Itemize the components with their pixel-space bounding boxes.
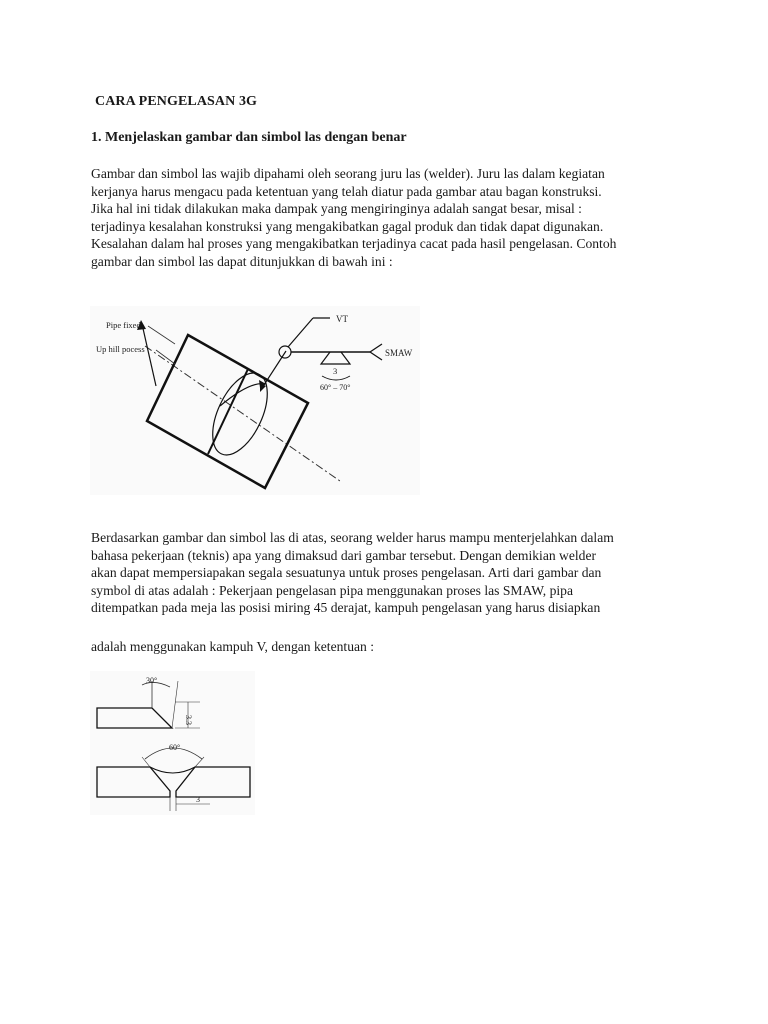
- paragraph-line: bahasa pekerjaan (teknis) apa yang dimaksud dari gambar tersebut. Dengan demikian welder: [91, 547, 597, 563]
- label-gap: 3: [196, 795, 200, 804]
- pipe-fixed-arrow: [142, 324, 156, 386]
- paragraph-line: adalah menggunakan kampuh V, dengan ketentuan :: [91, 639, 374, 654]
- paragraph-intro: [91, 165, 691, 270]
- pipe-weld-symbol-figure: [90, 306, 420, 495]
- paragraph-line: ditempatkan pada meja las posisi miring 45 derajat, kampuh pengelasan yang harus disiapkan: [91, 600, 601, 615]
- section-heading: 1. Menjelaskan gambar dan simbol las dengan benar: [91, 130, 407, 145]
- groove-profile: [150, 767, 195, 773]
- left-plate: [97, 767, 170, 797]
- paragraph-line: Berdasarkan gambar dan simbol las di atas, seorang welder harus mampu menterjelahkan dalam: [91, 530, 614, 545]
- pipe-weld-symbol-diagram: [90, 306, 420, 495]
- dimension-line: [195, 757, 204, 767]
- paragraph-explanation: [91, 529, 691, 617]
- paragraph-line: Jika hal ini tidak dilakukan maka dampak yang mengiringinya adalah sangat besar, misal :: [91, 201, 582, 216]
- label-bevel-angle: 30°: [146, 676, 158, 685]
- dimension-line: [172, 681, 178, 728]
- label-root-opening: 3: [333, 366, 338, 376]
- paragraph-conclusion: [91, 638, 691, 656]
- tail-line: [370, 352, 382, 360]
- label-smaw: SMAW: [385, 348, 413, 358]
- v-groove-joint-diagram: [90, 671, 255, 815]
- label-pipe-fixed: Pipe fixed: [106, 320, 141, 330]
- v-groove-symbol: [321, 352, 350, 364]
- paragraph-line: symbol di atas adalah : Pekerjaan pengelasan pipa menggunakan proses las SMAW, pipa: [91, 582, 573, 598]
- weld-joint-line: [208, 369, 248, 454]
- beveled-plate: [97, 708, 172, 728]
- document-title: CARA PENGELASAN 3G: [95, 94, 258, 109]
- v-groove-joint-figure: [90, 671, 255, 815]
- label-root-face: 3.3: [184, 715, 193, 725]
- angle-arc: [322, 376, 350, 380]
- tail-line: [370, 344, 382, 352]
- paragraph-line: akan dapat mempersiapakan segala sesuatunya untuk proses pengelasan. Arti dari gambar dan: [91, 565, 602, 580]
- paragraph-line: terjadinya kesalahan konstruksi yang mengakibatkan gagal produk dan tidak dapat digunakan.: [91, 218, 604, 234]
- vt-branch-line: [288, 318, 313, 347]
- label-uphill: Up hill pocess: [96, 344, 145, 354]
- label-groove-angle: 60°: [169, 743, 181, 752]
- leader-line: [156, 350, 175, 364]
- label-vt: VT: [336, 314, 348, 324]
- right-plate: [176, 767, 250, 797]
- paragraph-line: Kesalahan dalam hal proses yang mengakibatkan terjadinya cacat pada hasil pengelasan. Contoh: [91, 236, 617, 251]
- paragraph-line: Gambar dan simbol las wajib dipahami oleh seorang juru las (welder). Juru las dalam kegiatan: [91, 166, 605, 181]
- leader-line: [148, 326, 175, 344]
- paragraph-line: gambar dan simbol las dapat ditunjukkan di bawah ini :: [91, 253, 393, 269]
- paragraph-line: kerjanya harus mengacu pada ketentuan yang telah diatur pada gambar atau bagan konstruksi.: [91, 183, 602, 199]
- label-groove-angle: 60° – 70°: [320, 383, 351, 392]
